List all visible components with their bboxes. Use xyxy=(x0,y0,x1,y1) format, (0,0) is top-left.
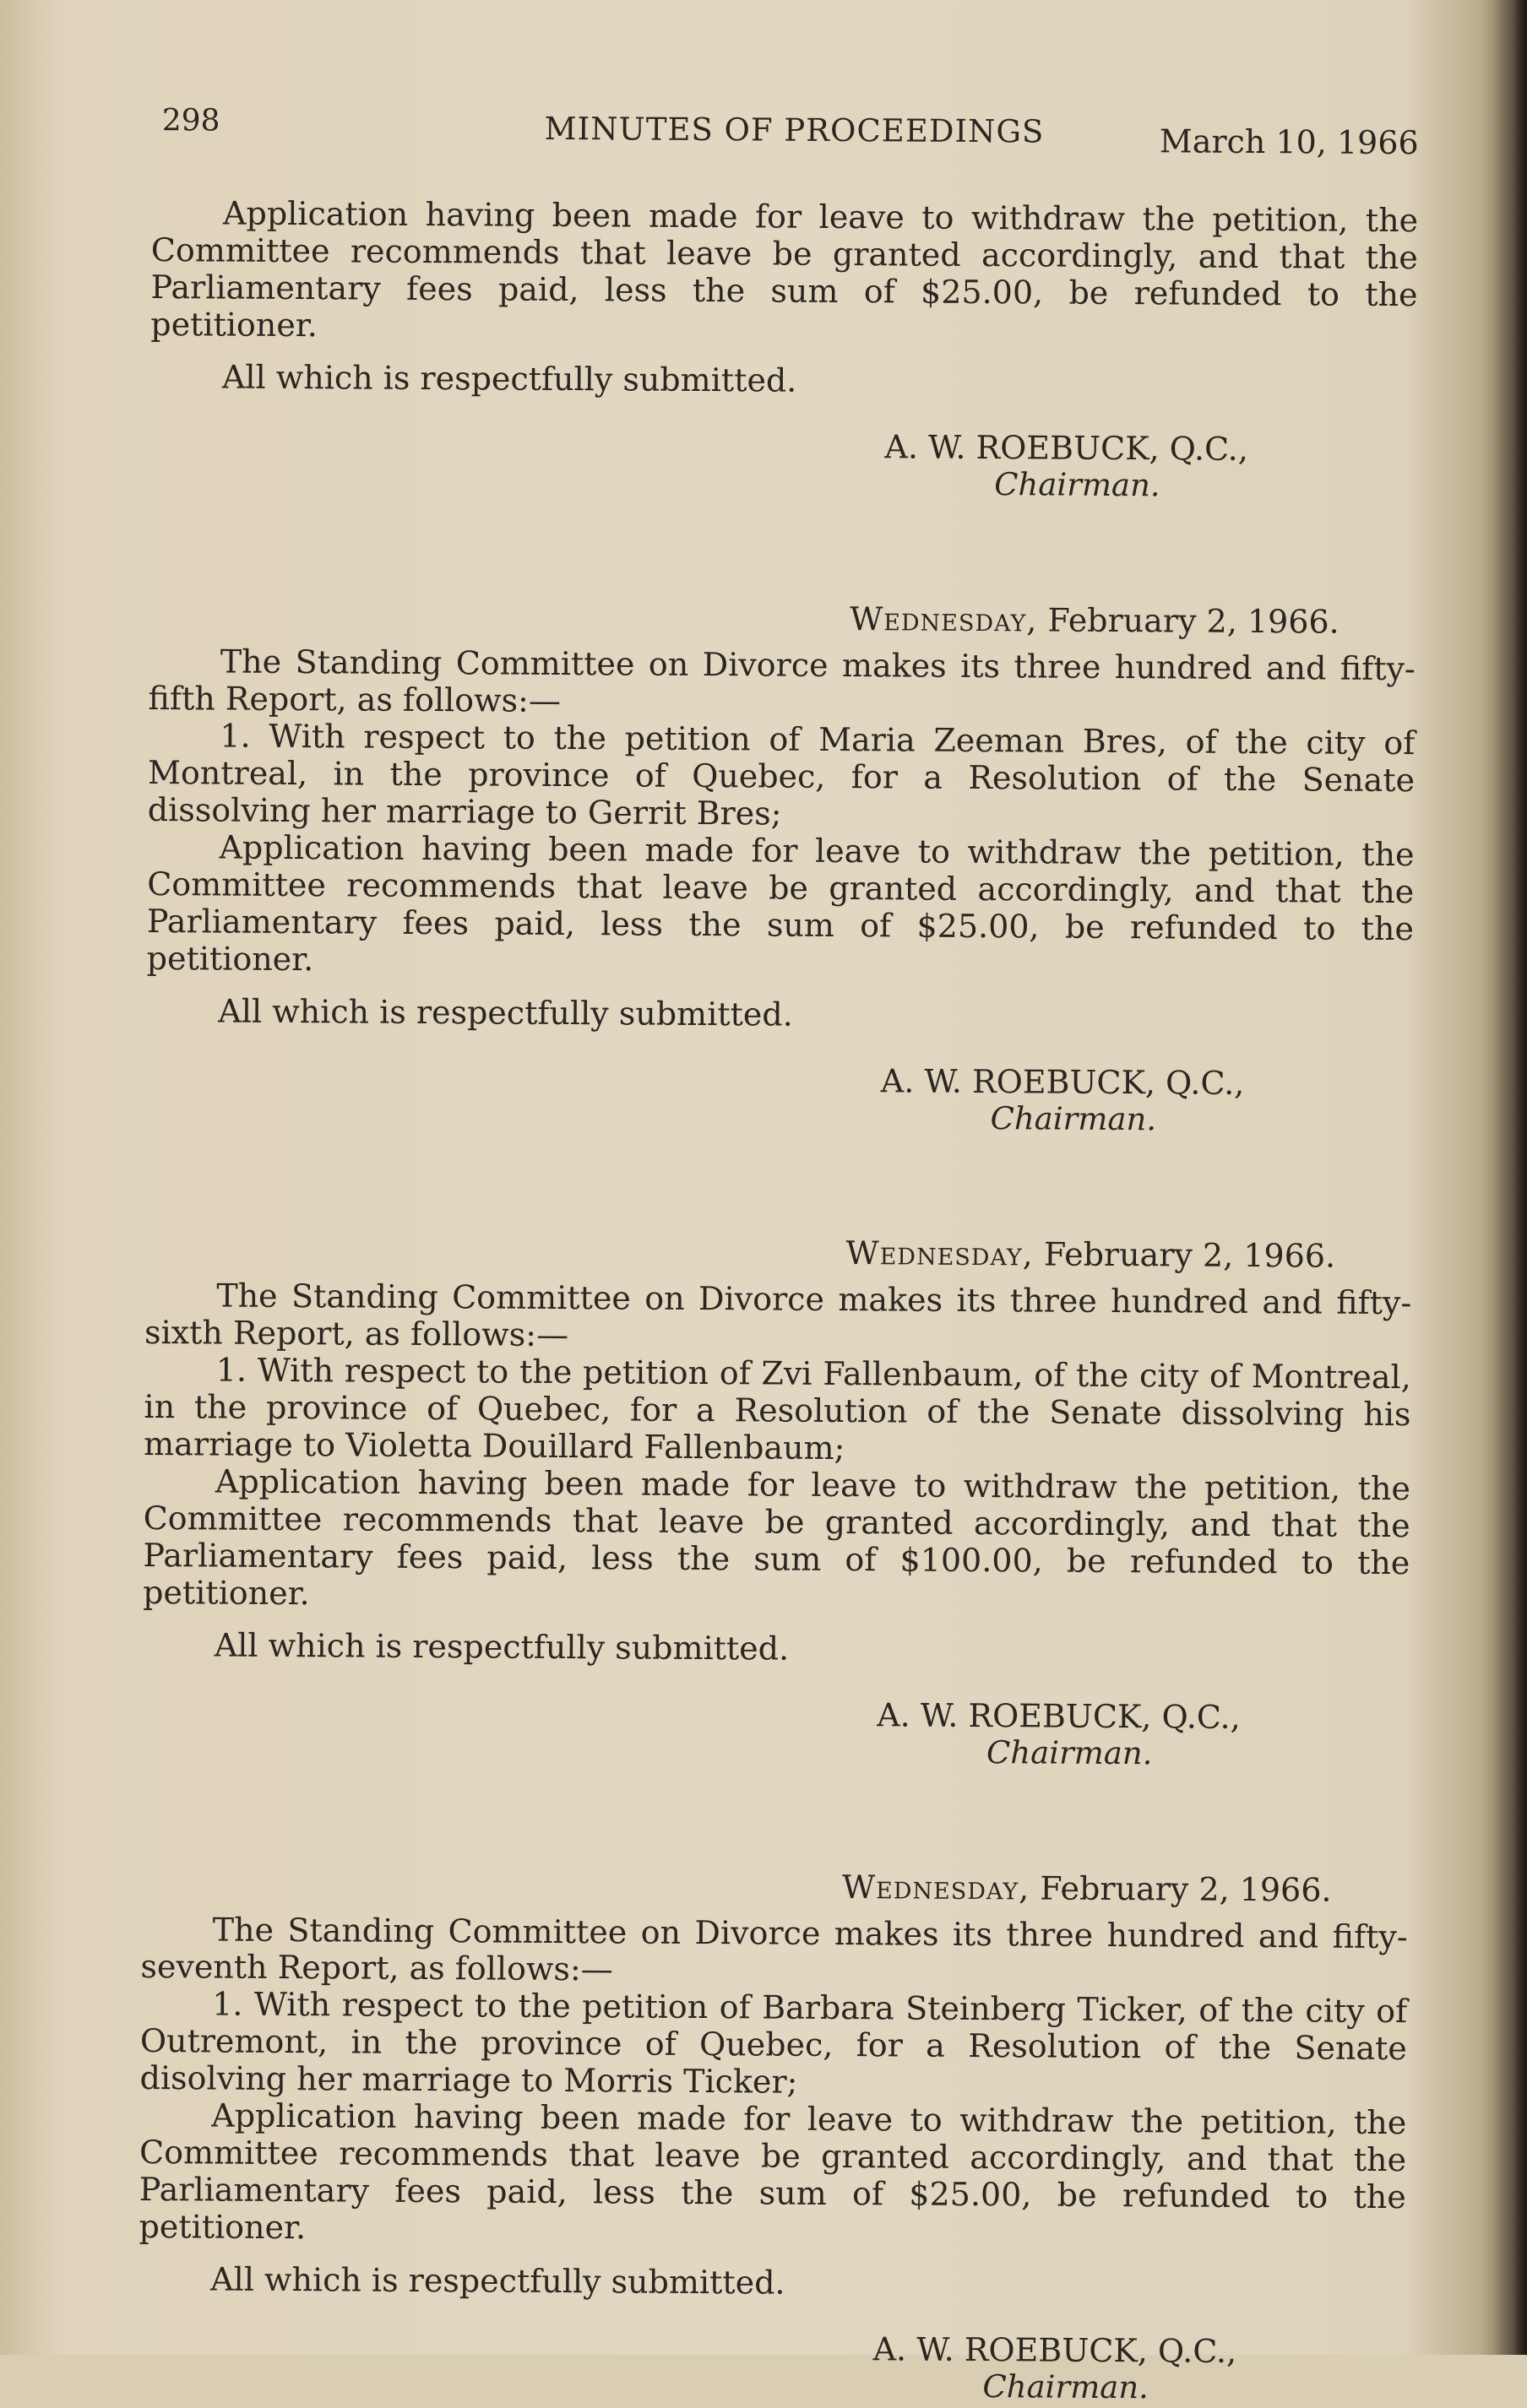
signature-title: Chairman. xyxy=(982,2368,1149,2406)
report-date xyxy=(850,599,1416,642)
report-intro: The Standing Committee on Divorce makes its three hundred and fifty-fifth Report, as follows:— xyxy=(148,643,1416,719)
application-paragraph: Application having been made for leave to withdraw the petition, the Committee recommends that leave be granted accordingly, and that the Parliamentary fees paid, less the sum of $25.00, be refunded to the petitioner. xyxy=(150,194,1419,344)
report-date-day: Wednesday, xyxy=(841,1868,1030,1907)
report-357 xyxy=(138,1863,1408,2408)
signature-title: Chairman. xyxy=(994,466,1160,504)
report-356 xyxy=(142,1229,1412,1774)
report-date-rest: February 2, 1966. xyxy=(1037,601,1340,641)
report-item: 1. With respect to the petition of Maria Zeeman Bres, of the city of Montreal, in the province of Quebec, for a Resolution of the Senate dissolving her marriage to Gerrit Bres; xyxy=(147,717,1416,832)
report-date-day: Wednesday, xyxy=(845,1234,1034,1273)
continued-report xyxy=(149,194,1418,506)
signature-name: A. W. ROEBUCK, Q.C., xyxy=(880,1062,1245,1102)
binding-edge-shadow xyxy=(1493,0,1527,2355)
report-date xyxy=(845,1234,1411,1276)
signature-title: Chairman. xyxy=(990,1100,1157,1138)
report-date-day: Wednesday, xyxy=(850,600,1038,639)
page-content xyxy=(138,93,1419,2408)
page-number: 298 xyxy=(161,103,220,138)
signature-name: A. W. ROEBUCK, Q.C., xyxy=(872,2330,1237,2370)
report-355 xyxy=(145,595,1416,1140)
report-intro: The Standing Committee on Divorce makes its three hundred and fifty-seventh Report, as follows:— xyxy=(140,1911,1408,1988)
signature-name: A. W. ROEBUCK, Q.C., xyxy=(884,428,1249,468)
header-date: March 10, 1966 xyxy=(1159,122,1419,162)
report-date-rest: February 2, 1966. xyxy=(1033,1235,1336,1275)
signature-title: Chairman. xyxy=(986,1734,1153,1772)
application-paragraph: Application having been made for leave to withdraw the petition, the Committee recommends that leave be granted accordingly, and that the Parliamentary fees paid, less the sum of $25.00, be refunded to the petitioner. xyxy=(146,828,1415,979)
page-header xyxy=(151,93,1419,202)
report-date xyxy=(842,1868,1408,1910)
application-paragraph: Application having been made for leave to withdraw the petition, the Committee recommends that leave be granted accordingly, and that the Parliamentary fees paid, less the sum of $100.00, be refunded to the petitioner. xyxy=(143,1462,1411,1613)
report-date-rest: February 2, 1966. xyxy=(1030,1869,1332,1909)
signature-name: A. W. ROEBUCK, Q.C., xyxy=(877,1696,1241,1736)
running-head: MINUTES OF PROCEEDINGS xyxy=(544,110,1045,150)
closing-line: All which is respectfully submitted. xyxy=(218,992,793,1033)
report-intro: The Standing Committee on Divorce makes its three hundred and fifty-sixth Report, as follows:— xyxy=(144,1277,1412,1354)
closing-line: All which is respectfully submitted. xyxy=(214,1626,790,1668)
report-item: 1. With respect to the petition of Zvi Fallenbaum, of the city of Montreal, in the province of Quebec, for a Resolution of the Senate dissolving his marriage to Violetta Douillard Fallenbaum; xyxy=(144,1351,1411,1467)
application-paragraph: Application having been made for leave to withdraw the petition, the Committee recommends that leave be granted accordingly, and that the Parliamentary fees paid, less the sum of $25.00, be refunded to the petitioner. xyxy=(139,2096,1407,2247)
closing-line: All which is respectfully submitted. xyxy=(221,358,797,399)
closing-line: All which is respectfully submitted. xyxy=(210,2260,785,2302)
report-item: 1. With respect to the petition of Barbara Steinberg Ticker, of the city of Outremont, in the province of Quebec, for a Resolution of the Senate disolving her marriage to Morris Ticker; xyxy=(139,1985,1408,2101)
